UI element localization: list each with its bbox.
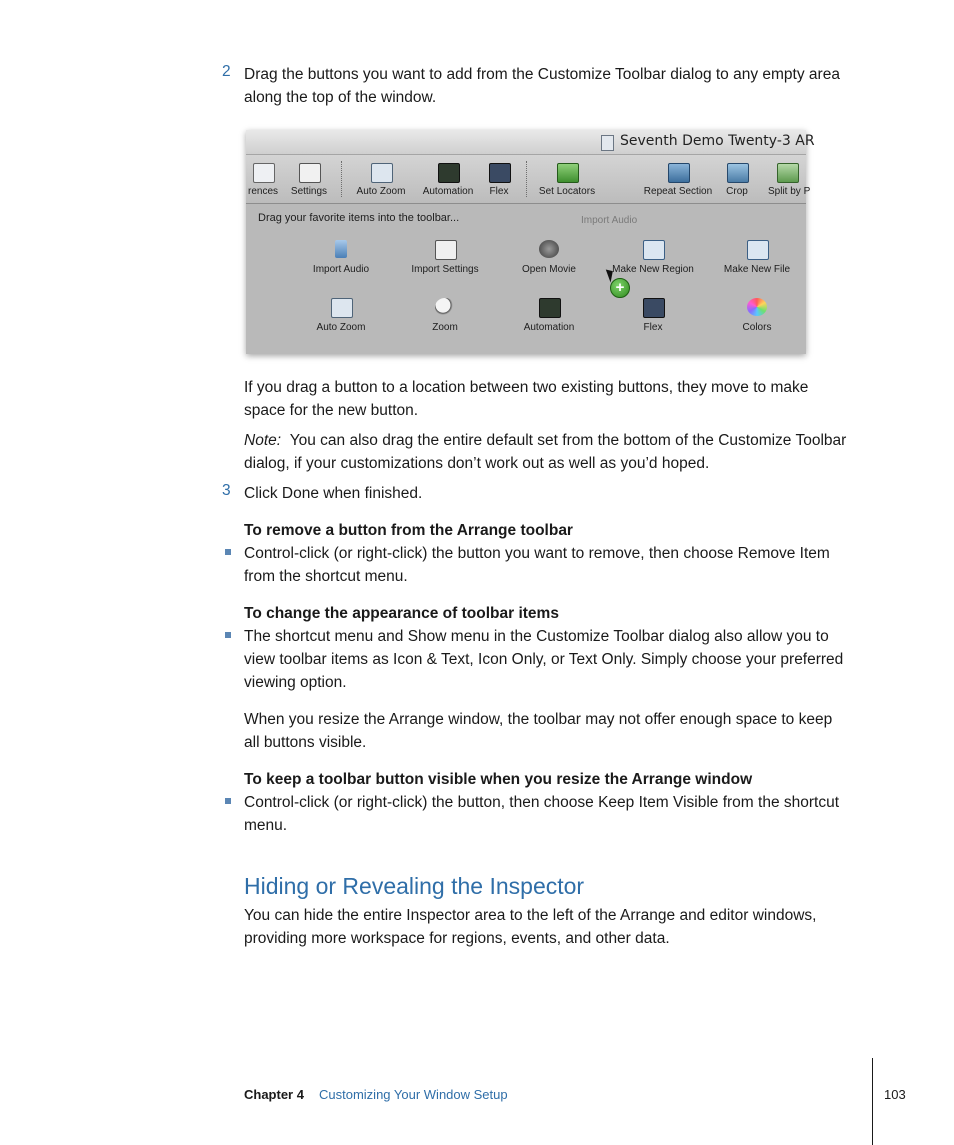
palette-item-zoom[interactable] [390, 298, 500, 344]
zoom-icon [435, 298, 455, 316]
bullet-icon [225, 549, 231, 555]
settings-icon [299, 163, 321, 183]
appearance-heading: To change the appearance of toolbar items [244, 605, 559, 622]
import-audio-icon [335, 240, 347, 258]
auto-zoom-icon [331, 298, 353, 318]
document-icon [601, 135, 614, 151]
palette-item-label: Colors [742, 322, 772, 333]
toolbar-item-label: rences [247, 186, 278, 197]
palette-item-import-settings[interactable] [390, 240, 500, 286]
inspector-paragraph [244, 904, 884, 950]
split-icon [777, 163, 799, 183]
appearance-line-1: The shortcut menu and Show menu in the Customize Toolbar dialog also allow you to [244, 628, 829, 645]
toolbar-item-label: Flex [489, 186, 509, 197]
crop-icon [727, 163, 749, 183]
palette-item-auto-zoom[interactable] [286, 298, 396, 344]
inspector-line-2: providing more workspace for regions, events, and other data. [244, 930, 670, 947]
flex-icon [643, 298, 665, 318]
remove-button-text [244, 542, 884, 588]
toolbar-item-set-locators[interactable] [538, 155, 596, 203]
drag-between-line-2: space for the new button. [244, 402, 419, 419]
palette-item-colors[interactable] [702, 298, 812, 344]
resize-line-2: all buttons visible. [244, 734, 367, 751]
footer-chapter-title: Customizing Your Window Setup [319, 1087, 508, 1102]
footer-divider [872, 1058, 873, 1145]
step-number-2: 2 [222, 63, 231, 80]
step-2-text [244, 63, 884, 109]
appearance-line-2: view toolbar items as Icon & Text, Icon Only, or Text Only. Simply choose your preferred [244, 651, 844, 668]
remove-line-1: Control-click (or right-click) the button you want to remove, then choose Remove Item [244, 545, 830, 562]
open-movie-icon [539, 240, 559, 258]
auto-zoom-icon [371, 163, 393, 183]
palette-item-flex[interactable] [598, 298, 708, 344]
colors-icon [747, 298, 767, 316]
inspector-line-1: You can hide the entire Inspector area to the left of the Arrange and editor windows, [244, 907, 817, 924]
toolbar-item-label: Split by P [768, 186, 811, 197]
palette-item-label: Open Movie [522, 264, 576, 275]
toolbar-item-label: Auto Zoom [356, 186, 406, 197]
import-settings-icon [435, 240, 457, 260]
remove-line-2: from the shortcut menu. [244, 568, 408, 585]
toolbar-item-crop[interactable] [724, 155, 750, 203]
palette-item-import-audio[interactable] [286, 240, 396, 286]
flex-icon [489, 163, 511, 183]
toolbar-item-split[interactable] [768, 155, 811, 203]
resize-paragraph [244, 708, 884, 754]
appearance-line-3: viewing option. [244, 674, 347, 691]
footer-chapter: Chapter 4 [244, 1087, 304, 1102]
note-text-1: You can also drag the entire default set from the bottom of the Customize Toolbar [289, 432, 847, 449]
inspector-section-title: Hiding or Revealing the Inspector [244, 873, 585, 899]
make-new-region-icon [643, 240, 665, 260]
automation-icon [539, 298, 561, 318]
palette-item-label: Import Settings [411, 264, 479, 275]
window-title-bar [246, 130, 815, 155]
toolbar-item-flex[interactable] [484, 155, 514, 203]
drag-between-line-1: If you drag a button to a location between two existing buttons, they move to make [244, 379, 809, 396]
remove-button-heading: To remove a button from the Arrange toolbar [244, 522, 573, 539]
toolbar-item-label: Set Locators [538, 186, 596, 197]
arrange-toolbar [246, 155, 811, 204]
note-paragraph [244, 429, 884, 475]
automation-icon [438, 163, 460, 183]
bullet-icon [225, 798, 231, 804]
step-3-text: Click Done when finished. [244, 485, 423, 502]
palette-item-label: Flex [643, 322, 663, 333]
repeat-section-icon [668, 163, 690, 183]
toolbar-item-auto-zoom[interactable] [356, 155, 406, 203]
toolbar-item-repeat-section[interactable] [643, 155, 713, 203]
palette-item-label: Zoom [432, 322, 458, 333]
palette-item-label: Auto Zoom [316, 322, 366, 333]
keep-line-2: menu. [244, 817, 288, 834]
appearance-text [244, 625, 884, 694]
toolbar-item-label: Automation [422, 186, 474, 197]
customize-toolbar-palette [246, 204, 806, 354]
resize-line-1: When you resize the Arrange window, the toolbar may not offer enough space to keep [244, 711, 833, 728]
customize-toolbar-screenshot [246, 130, 815, 354]
note-line-1 [244, 429, 884, 452]
drag-between-paragraph [244, 376, 884, 422]
toolbar-item-label: Settings [290, 186, 328, 197]
palette-item-make-new-file[interactable] [702, 240, 812, 286]
palette-item-label: Import Audio [312, 264, 370, 275]
note-line-2: dialog, if your customizations don’t work out as well as you’d hoped. [244, 455, 710, 472]
palette-hint: Drag your favorite items into the toolbar... [258, 212, 460, 224]
add-plus-icon: + [610, 278, 630, 298]
dragging-item-label: Import Audio [581, 215, 638, 226]
toolbar-item-settings[interactable] [289, 155, 329, 203]
window-title: Seventh Demo Twenty-3 AR [620, 133, 815, 149]
make-new-file-icon [747, 240, 769, 260]
step-number-3: 3 [222, 482, 231, 499]
bullet-icon [225, 632, 231, 638]
toolbar-item-label: Repeat Section [643, 186, 713, 197]
palette-item-label: Make New Region [612, 264, 694, 275]
note-label: Note: [244, 432, 282, 449]
palette-item-open-movie[interactable] [494, 240, 604, 286]
keep-visible-heading: To keep a toolbar button visible when you resize the Arrange window [244, 771, 753, 788]
preferences-icon [253, 163, 275, 183]
palette-item-automation[interactable] [494, 298, 604, 344]
keep-line-1: Control-click (or right-click) the button, then choose Keep Item Visible from the shortcut [244, 794, 840, 811]
palette-item-label: Automation [523, 322, 575, 333]
page-number: 103 [884, 1087, 906, 1102]
palette-item-label: Make New File [723, 264, 791, 275]
keep-visible-text [244, 791, 884, 837]
toolbar-item-label: Crop [726, 186, 748, 197]
set-locators-icon [557, 163, 579, 183]
step-2-line-2: along the top of the window. [244, 89, 437, 106]
step-2-line-1: Drag the buttons you want to add from the Customize Toolbar dialog to any empty area [244, 66, 840, 83]
